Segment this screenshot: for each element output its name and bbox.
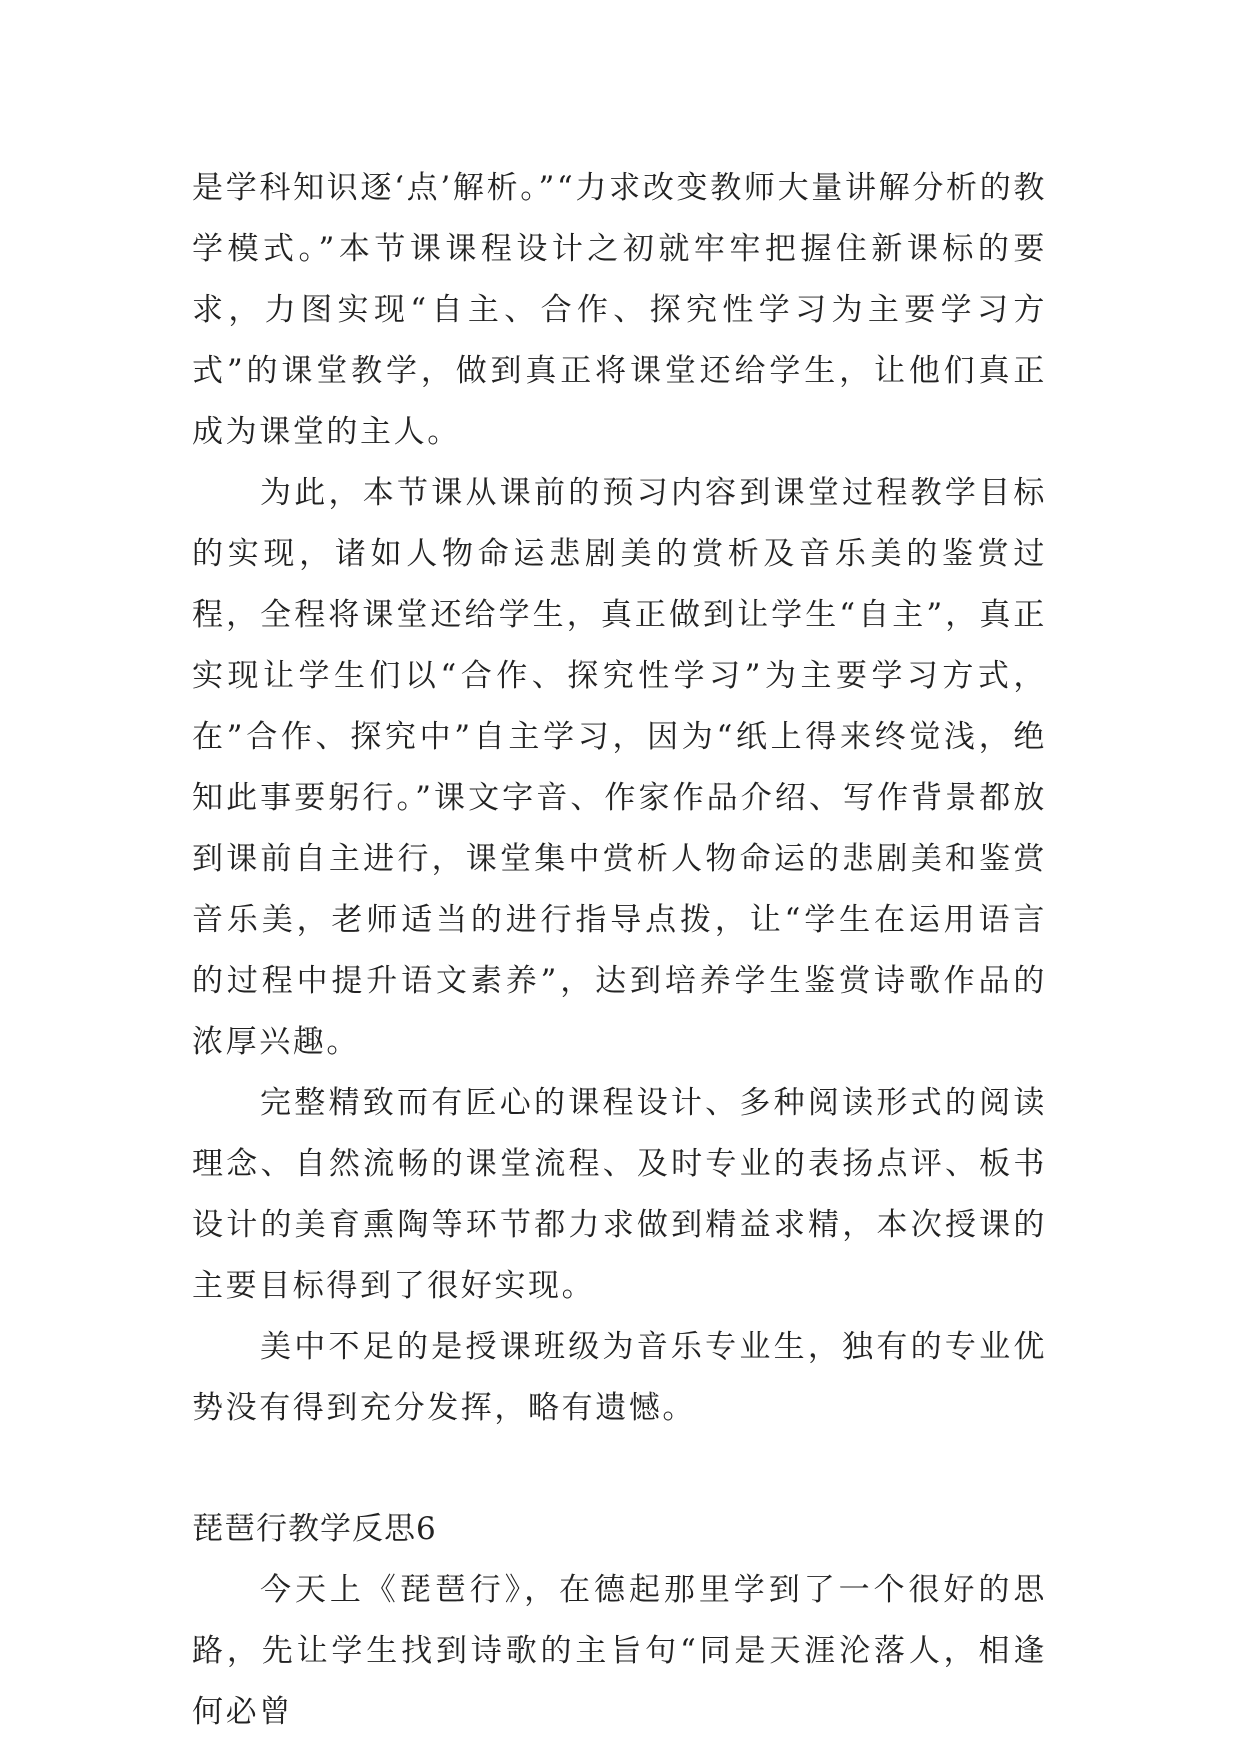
section-title: 琵琶行教学反思6 xyxy=(192,1511,437,1547)
paragraph-preparation: 为此，本节课从课前的预习内容到课堂过程教学目标的实现，诸如人物命运悲剧美的赏析及音乐美的鉴赏过程，全程将课堂还给学生，真正做到让学生“自主”，真正实现让学生们以“合作、探究性学习”为主要学习方式，在”合作、探究中”自主学习，因为“纸上得来终觉浅，绝知此事要躬行。”课文字音、作家作品介绍、写作背景都放到课前自主进行，课堂集中赏析人物命运的悲剧美和鉴赏音乐美，老师适当的进行指导点拨，让“学生在运用语言的过程中提升语文素养”，达到培养学生鉴赏诗歌作品的浓厚兴趣。 xyxy=(192,475,1047,1060)
paragraph-continuation: 是学科知识逐‘点’解析。”“力求改变教师大量讲解分析的教学模式。”本节课课程设计之初就牢牢把握住新课标的要求，力图实现“自主、合作、探究性学习为主要学习方式”的课堂教学，做到真正将课堂还给学生，让他们真正成为课堂的主人。 xyxy=(192,170,1047,450)
paragraph-design: 完整精致而有匠心的课程设计、多种阅读形式的阅读理念、自然流畅的课堂流程、及时专业的表扬点评、板书设计的美育熏陶等环节都力求做到精益求精，本次授课的主要目标得到了很好实现。 xyxy=(192,1085,1047,1304)
paragraph-shortcoming: 美中不足的是授课班级为音乐专业生，独有的专业优势没有得到充分发挥，略有遗憾。 xyxy=(192,1329,1047,1426)
paragraph-section-intro: 今天上《琵琶行》，在德起那里学到了一个很好的思路，先让学生找到诗歌的主旨句“同是天涯沦落人，相逢何必曾 xyxy=(192,1572,1047,1730)
document-body xyxy=(192,158,1047,1743)
